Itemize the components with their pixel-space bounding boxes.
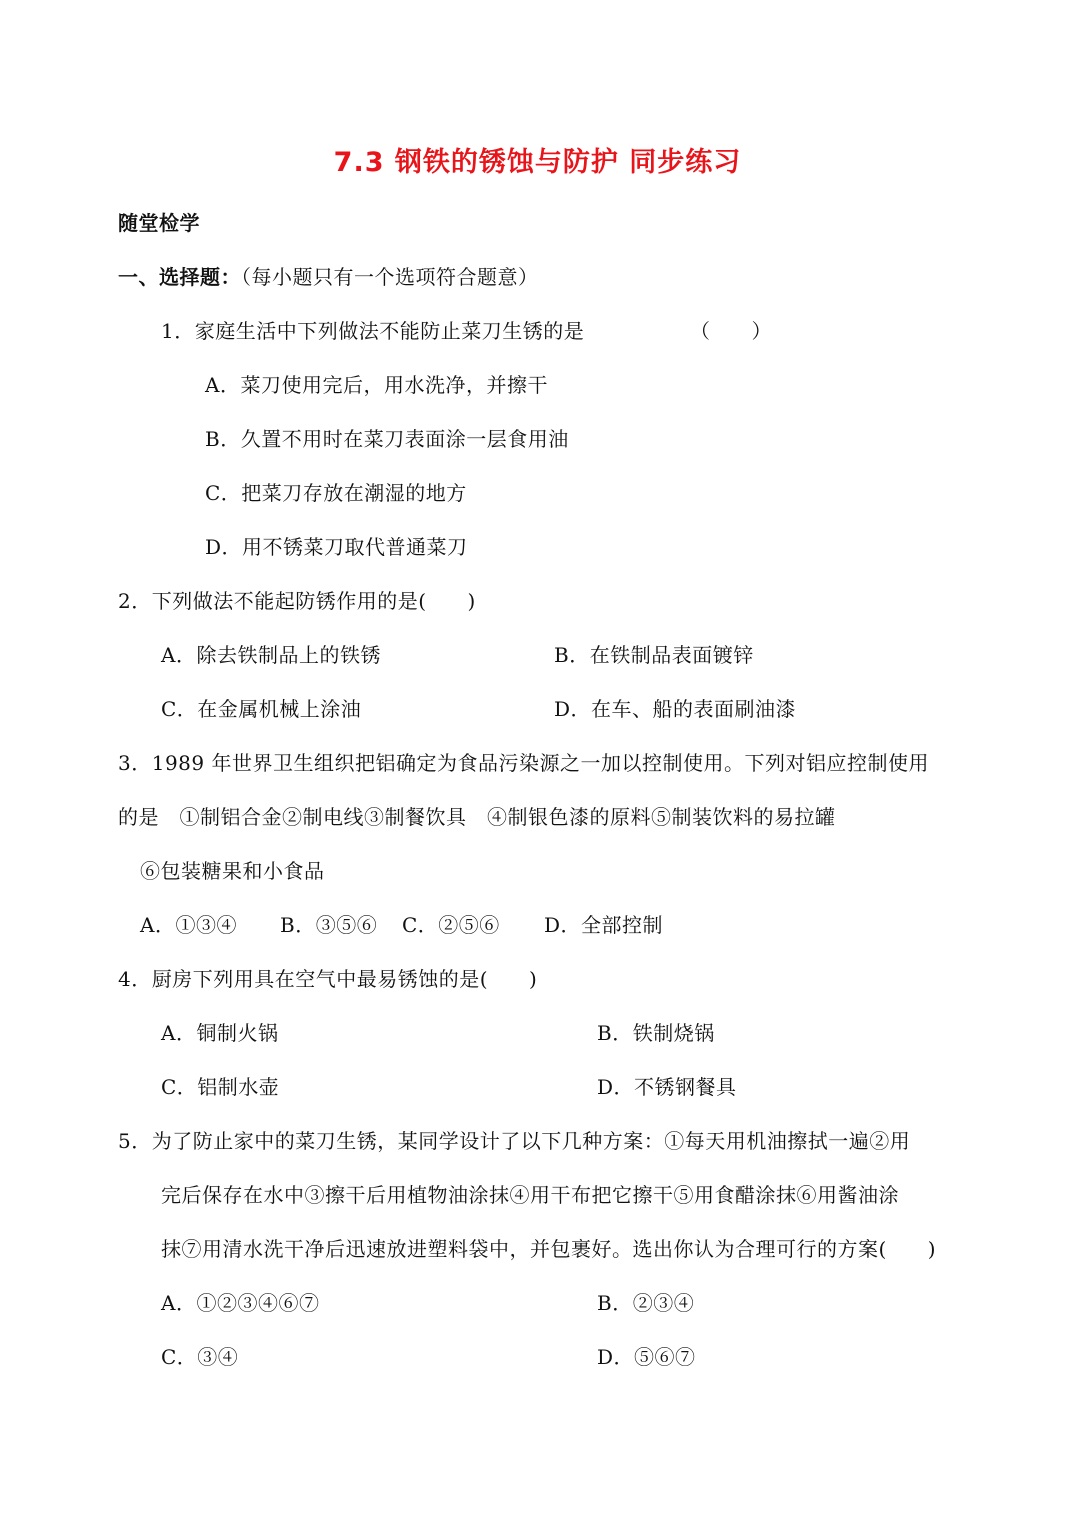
question-1-blank: （ ）: [690, 319, 772, 343]
question-1-option-c: C．把菜刀存放在潮湿的地方: [205, 481, 467, 505]
question-5-option-c: C．③④: [161, 1345, 239, 1369]
question-1-option-b: B．久置不用时在菜刀表面涂一层食用油: [205, 427, 569, 451]
question-4-stem: 4．厨房下列用具在空气中最易锈蚀的是( ): [118, 967, 538, 991]
part-one-note: （每小题只有一个选项符合题意）: [241, 265, 539, 289]
question-3-stem-line-2: 的是 ①制铝合金②制电线③制餐饮具 ④制银色漆的原料⑤制装饮料的易拉罐: [118, 805, 836, 829]
question-3-option-d: D．全部控制: [544, 913, 664, 937]
question-5-option-d: D．⑤⑥⑦: [597, 1345, 696, 1369]
question-2-option-c: C．在金属机械上涂油: [161, 697, 362, 721]
question-2-stem: 2．下列做法不能起防锈作用的是( ): [118, 589, 476, 613]
question-3-stem-line-3: ⑥包装糖果和小食品: [140, 859, 325, 883]
question-1-stem: 1．家庭生活中下列做法不能防止菜刀生锈的是: [161, 319, 585, 343]
question-2-option-a: A．除去铁制品上的铁锈: [161, 643, 381, 667]
question-4-option-b: B．铁制烧锅: [597, 1021, 715, 1045]
question-5-stem-line-3: 抹⑦用清水洗干净后迅速放进塑料袋中，并包裹好。选出你认为合理可行的方案( ): [161, 1237, 937, 1261]
question-3-option-c: C．②⑤⑥: [402, 913, 500, 937]
question-2-option-d: D．在车、船的表面刷油漆: [554, 697, 797, 721]
question-1-option-d: D．用不锈菜刀取代普通菜刀: [205, 535, 468, 559]
part-one-title: 一、选择题：: [118, 265, 241, 289]
question-5-option-a: A．①②③④⑥⑦: [161, 1291, 320, 1315]
question-4-option-d: D．不锈钢餐具: [597, 1075, 737, 1099]
question-4-option-a: A．铜制火锅: [161, 1021, 279, 1045]
question-4-option-c: C．铝制水壶: [161, 1075, 280, 1099]
question-3-option-a: A．①③④: [140, 913, 237, 937]
question-3-option-b: B．③⑤⑥: [280, 913, 378, 937]
question-3-stem-line-1: 3．1989 年世界卫生组织把铝确定为食品污染源之一加以控制使用。下列对铝应控制使用: [118, 751, 929, 775]
section-label: 随堂检学: [118, 211, 200, 235]
question-1-option-a: A．菜刀使用完后，用水洗净，并擦干: [205, 373, 548, 397]
question-5-option-b: B．②③④: [597, 1291, 695, 1315]
question-5-stem-line-2: 完后保存在水中③擦干后用植物油涂抹④用干布把它擦干⑤用食醋涂抹⑥用酱油涂: [161, 1183, 899, 1207]
part-one-heading: [118, 263, 539, 291]
page-title: 7.3 钢铁的锈蚀与防护 同步练习: [333, 147, 742, 178]
question-2-option-b: B．在铁制品表面镀锌: [554, 643, 754, 667]
question-5-stem-line-1: 5．为了防止家中的菜刀生锈，某同学设计了以下几种方案：①每天用机油擦拭一遍②用: [118, 1129, 911, 1153]
